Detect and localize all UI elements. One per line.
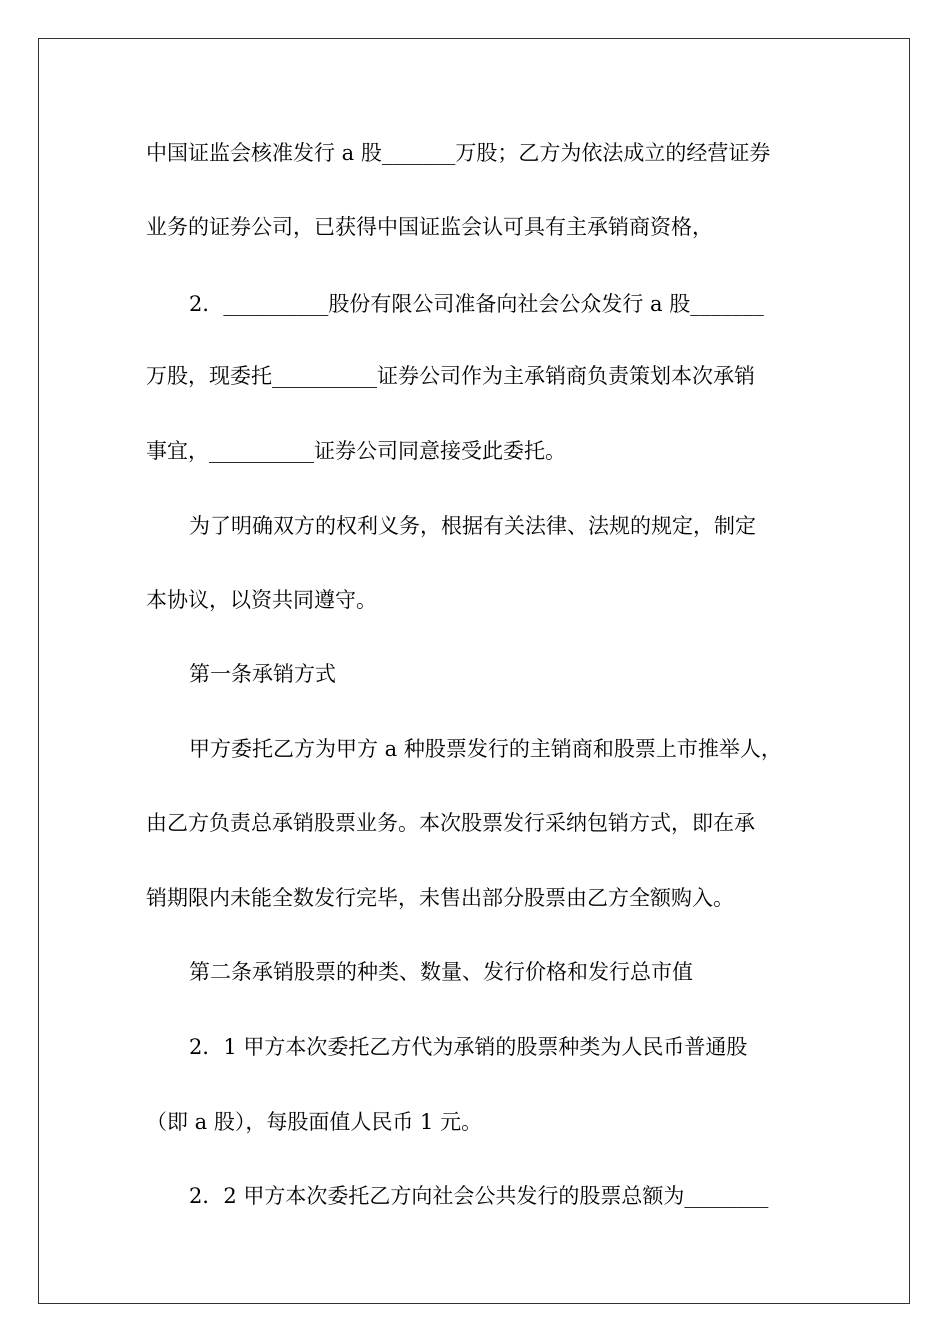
text-line: 本协议，以资共同遵守。: [146, 588, 377, 612]
section-heading: 第一条承销方式: [189, 662, 336, 686]
text-line: （即 a 股），每股面值人民币 1 元。: [146, 1110, 483, 1134]
text-line: 事宜，__________证券公司同意接受此委托。: [146, 439, 566, 463]
text-line: 2．2 甲方本次委托乙方向社会公共发行的股票总额为________: [189, 1184, 769, 1208]
text-line: 中国证监会核准发行 a 股_______万股；乙方为依法成立的经营证券: [146, 141, 771, 165]
text-line: 业务的证券公司，已获得中国证监会认可具有主承销商资格，: [146, 215, 713, 239]
text-line: 2．1 甲方本次委托乙方代为承销的股票种类为人民币普通股: [189, 1035, 748, 1059]
text-line: 销期限内未能全数发行完毕，未售出部分股票由乙方全额购入。: [146, 886, 734, 910]
text-line: 为了明确双方的权利义务，根据有关法律、法规的规定，制定: [189, 514, 756, 538]
text-line: 由乙方负责总承销股票业务。本次股票发行采纳包销方式，即在承: [146, 811, 755, 835]
text-line: 2．__________股份有限公司准备向社会公众发行 a 股_______: [189, 292, 764, 316]
text-line: 万股，现委托__________证券公司作为主承销商负责策划本次承销: [146, 364, 755, 388]
text-line: 甲方委托乙方为甲方 a 种股票发行的主销商和股票上市推举人，: [189, 737, 782, 761]
section-heading: 第二条承销股票的种类、数量、发行价格和发行总市值: [189, 960, 693, 984]
